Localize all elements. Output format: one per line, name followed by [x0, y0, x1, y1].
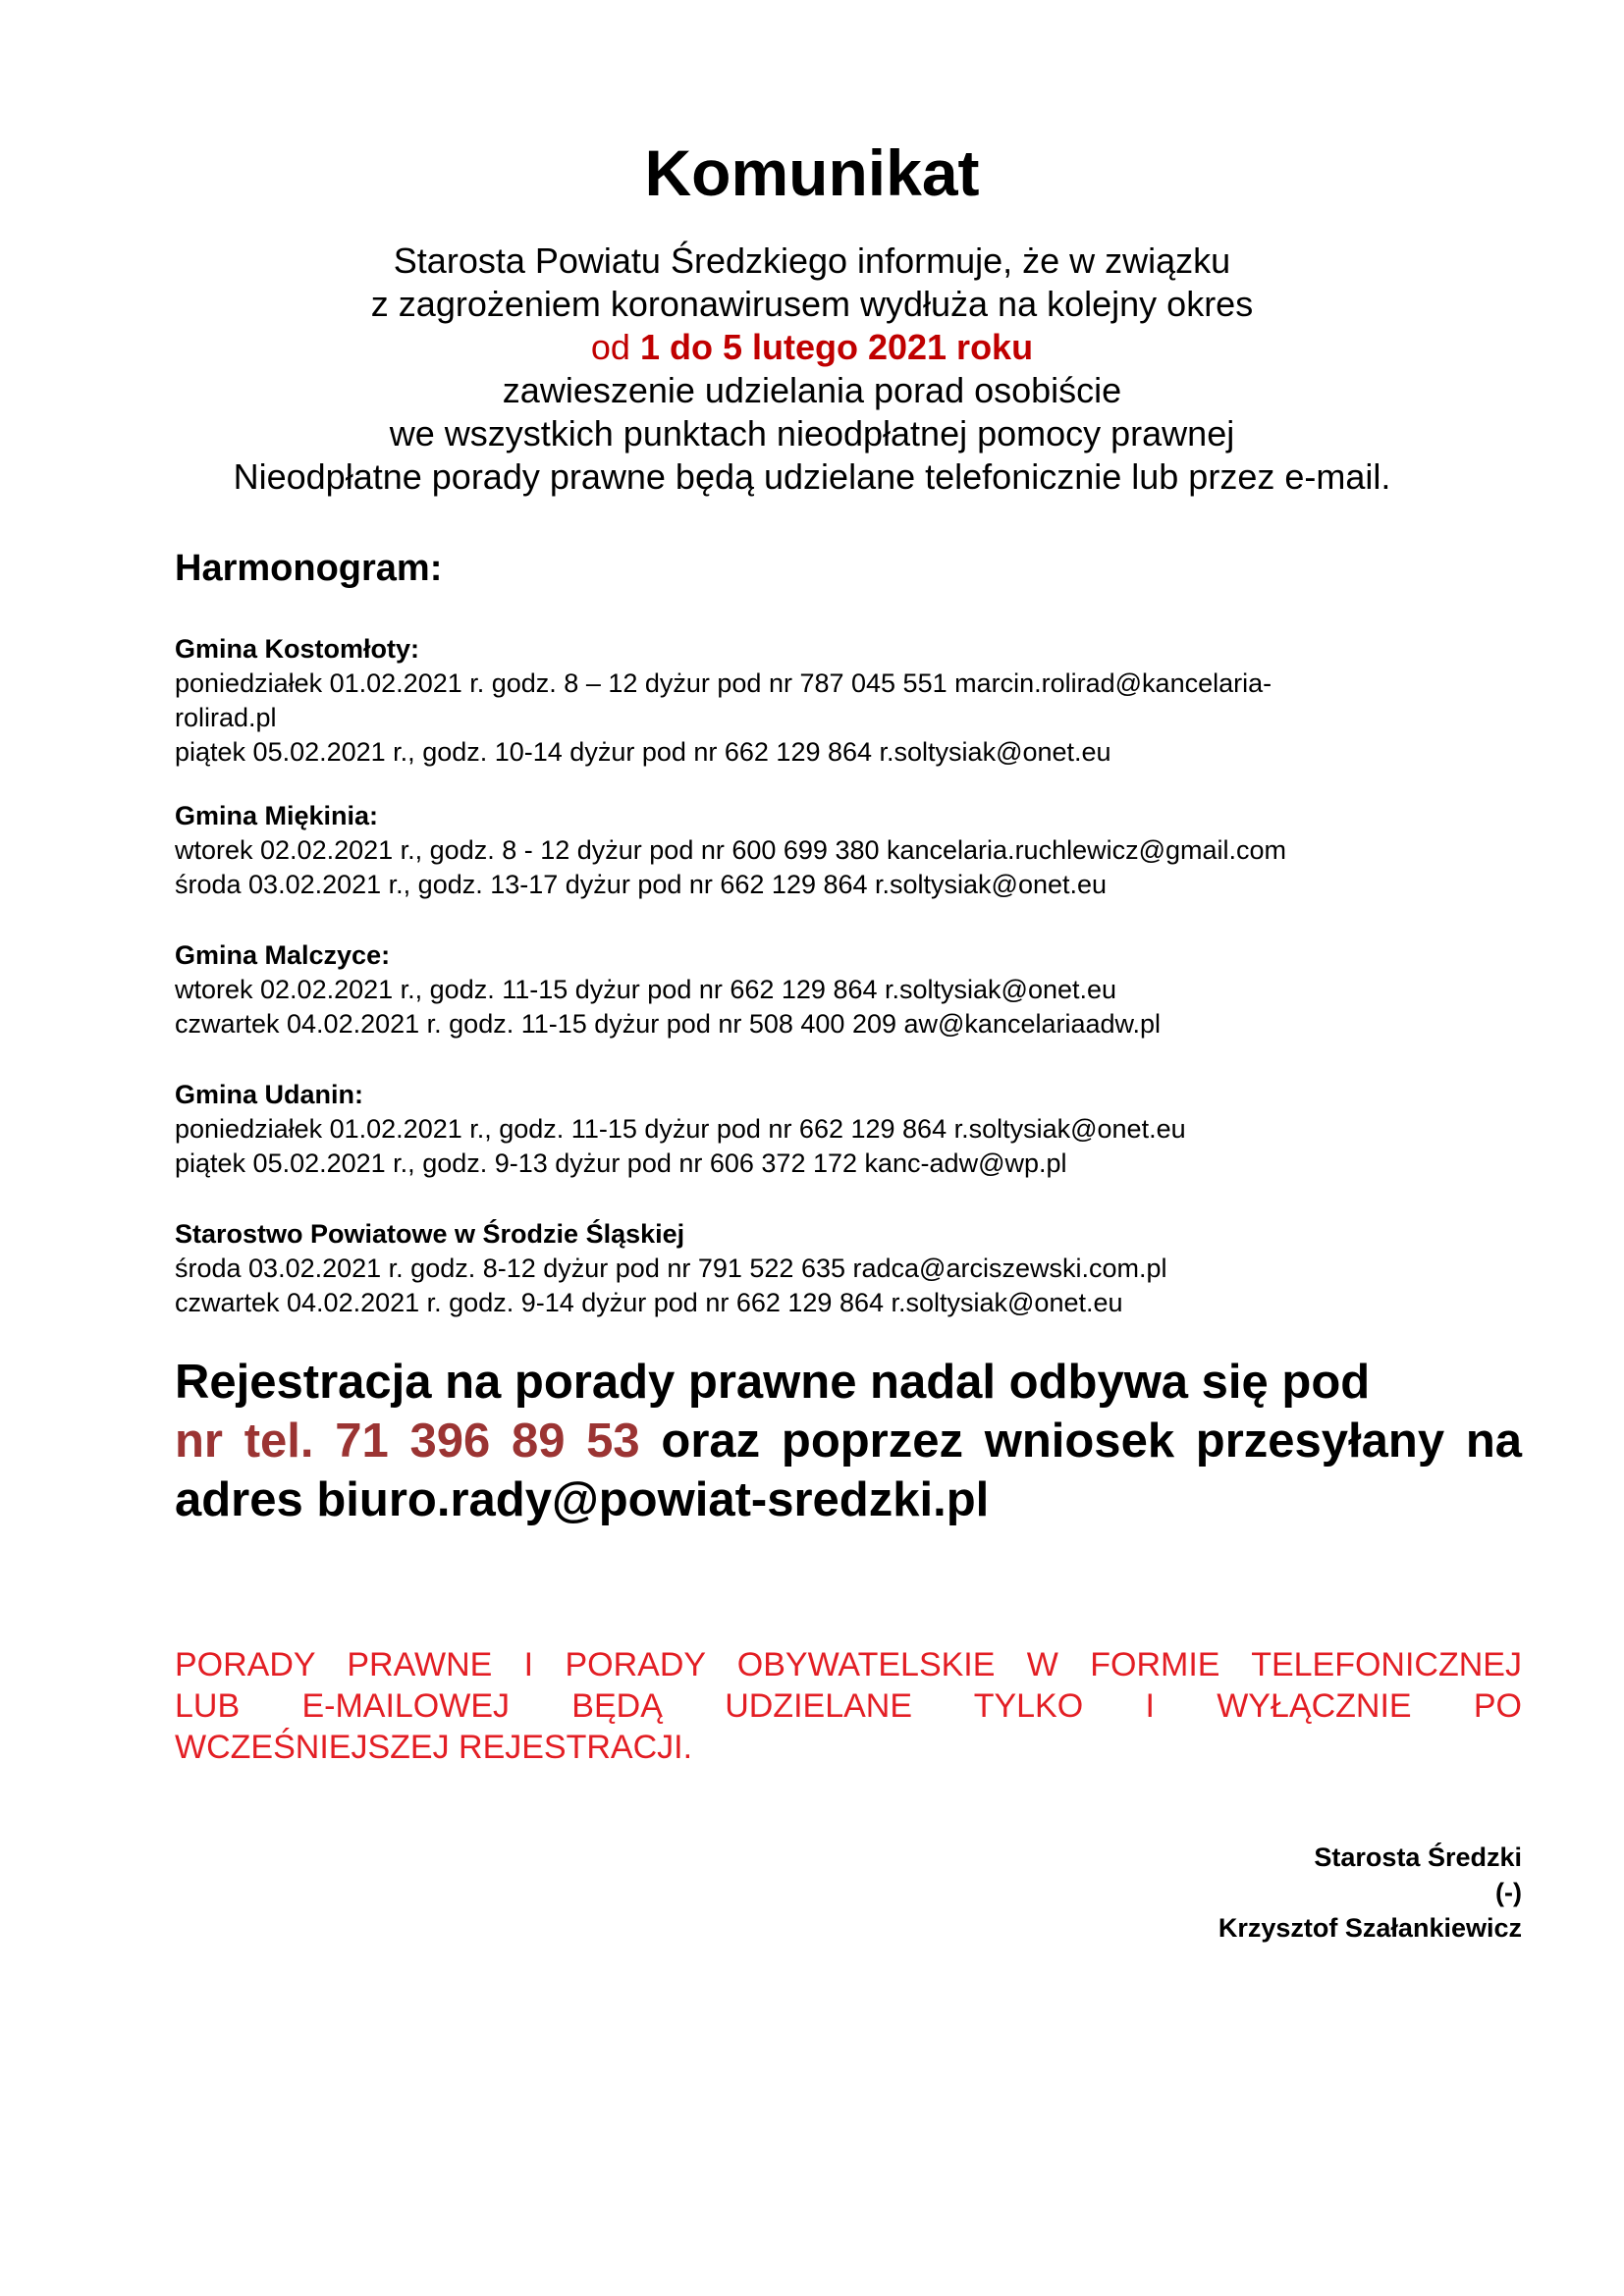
- registration-phone-line: [175, 1412, 1522, 1470]
- section-heading: Starostwo Powiatowe w Środzie Śląskiej: [175, 1219, 685, 1249]
- registration-notice: [175, 1644, 1522, 1768]
- schedule-line: wtorek 02.02.2021 r., godz. 11-15 dyżur pod nr 662 129 864 r.soltysiak@onet.eu: [175, 975, 1117, 1004]
- intro-date-range: 1 do 5 lutego 2021 roku: [639, 327, 1034, 367]
- notice-line: PORADY PRAWNE I PORADY OBYWATELSKIE W FORMIE TELEFONICZNEJ: [175, 1646, 1522, 1683]
- intro-line: z zagrożeniem koronawirusem wydłuża na kolejny okres: [370, 284, 1254, 324]
- schedule-line: czwartek 04.02.2021 r. godz. 9-14 dyżur pod nr 662 129 864 r.soltysiak@onet.eu: [175, 1288, 1123, 1317]
- schedule-line: piątek 05.02.2021 r., godz. 10-14 dyżur pod nr 662 129 864 r.soltysiak@onet.eu: [175, 737, 1111, 767]
- registration-phone-rest: oraz poprzez wniosek przesyłany na: [639, 1415, 1522, 1468]
- registration-phone: nr tel. 71 396 89 53: [175, 1415, 640, 1468]
- intro-line: Starosta Powiatu Średzkiego informuje, że w związku: [393, 240, 1231, 281]
- signature-mark: (-): [1495, 1878, 1522, 1907]
- section-heading: Gmina Kostomłoty:: [175, 634, 420, 664]
- schedule-line: środa 03.02.2021 r. godz. 8-12 dyżur pod nr 791 522 635 radca@arciszewski.com.pl: [175, 1254, 1167, 1283]
- signature-role: Starosta Średzki: [1314, 1842, 1522, 1872]
- intro-date-prefix: od: [590, 327, 640, 367]
- schedule-section-miekinia: [175, 799, 1522, 902]
- signature-name: Krzysztof Szałankiewicz: [1218, 1913, 1522, 1943]
- intro-line: we wszystkich punktach nieodpłatnej pomocy prawnej: [389, 413, 1235, 454]
- schedule-section-starostwo: [175, 1217, 1522, 1320]
- notice-line: WCZEŚNIEJSZEJ REJESTRACJI.: [175, 1729, 693, 1766]
- schedule-line: poniedziałek 01.02.2021 r., godz. 11-15 dyżur pod nr 662 129 864 r.soltysiak@onet.eu: [175, 1114, 1186, 1144]
- schedule-line: poniedziałek 01.02.2021 r. godz. 8 – 12 dyżur pod nr 787 045 551 marcin.rolirad@kancelaria-: [175, 668, 1272, 698]
- schedule-line: czwartek 04.02.2021 r. godz. 11-15 dyżur pod nr 508 400 209 aw@kancelariaadw.pl: [175, 1009, 1162, 1039]
- schedule-section-udanin: [175, 1078, 1522, 1181]
- section-heading: Gmina Udanin:: [175, 1080, 364, 1109]
- intro-announcement: [0, 240, 1624, 499]
- intro-line: zawieszenie udzielania porad osobiście: [502, 370, 1122, 410]
- schedule-line: wtorek 02.02.2021 r., godz. 8 - 12 dyżur pod nr 600 699 380 kancelaria.ruchlewicz@gmail.com: [175, 835, 1287, 865]
- section-heading: Gmina Miękinia:: [175, 801, 379, 830]
- schedule-line: rolirad.pl: [175, 703, 277, 732]
- schedule-section-kostomloty: [175, 632, 1522, 770]
- section-heading: Gmina Malczyce:: [175, 940, 391, 970]
- intro-line: Nieodpłatne porady prawne będą udzielane telefonicznie lub przez e-mail.: [233, 456, 1391, 497]
- notice-line: LUB E-MAILOWEJ BĘDĄ UDZIELANE TYLKO I WYŁĄCZNIE PO: [175, 1687, 1522, 1725]
- schedule-line: środa 03.02.2021 r., godz. 13-17 dyżur pod nr 662 129 864 r.soltysiak@onet.eu: [175, 870, 1108, 899]
- schedule-section-malczyce: [175, 938, 1522, 1041]
- registration-line: Rejestracja na porady prawne nadal odbywa się pod: [175, 1356, 1371, 1409]
- schedule-heading: Harmonogram:: [175, 548, 443, 589]
- signature-block: [1218, 1840, 1522, 1946]
- registration-info: [175, 1353, 1522, 1529]
- registration-email-line: adres biuro.rady@powiat-sredzki.pl: [175, 1473, 990, 1526]
- page-title: Komunikat: [644, 136, 980, 209]
- intro-date-line: [0, 326, 1624, 369]
- schedule-line: piątek 05.02.2021 r., godz. 9-13 dyżur pod nr 606 372 172 kanc-adw@wp.pl: [175, 1148, 1067, 1178]
